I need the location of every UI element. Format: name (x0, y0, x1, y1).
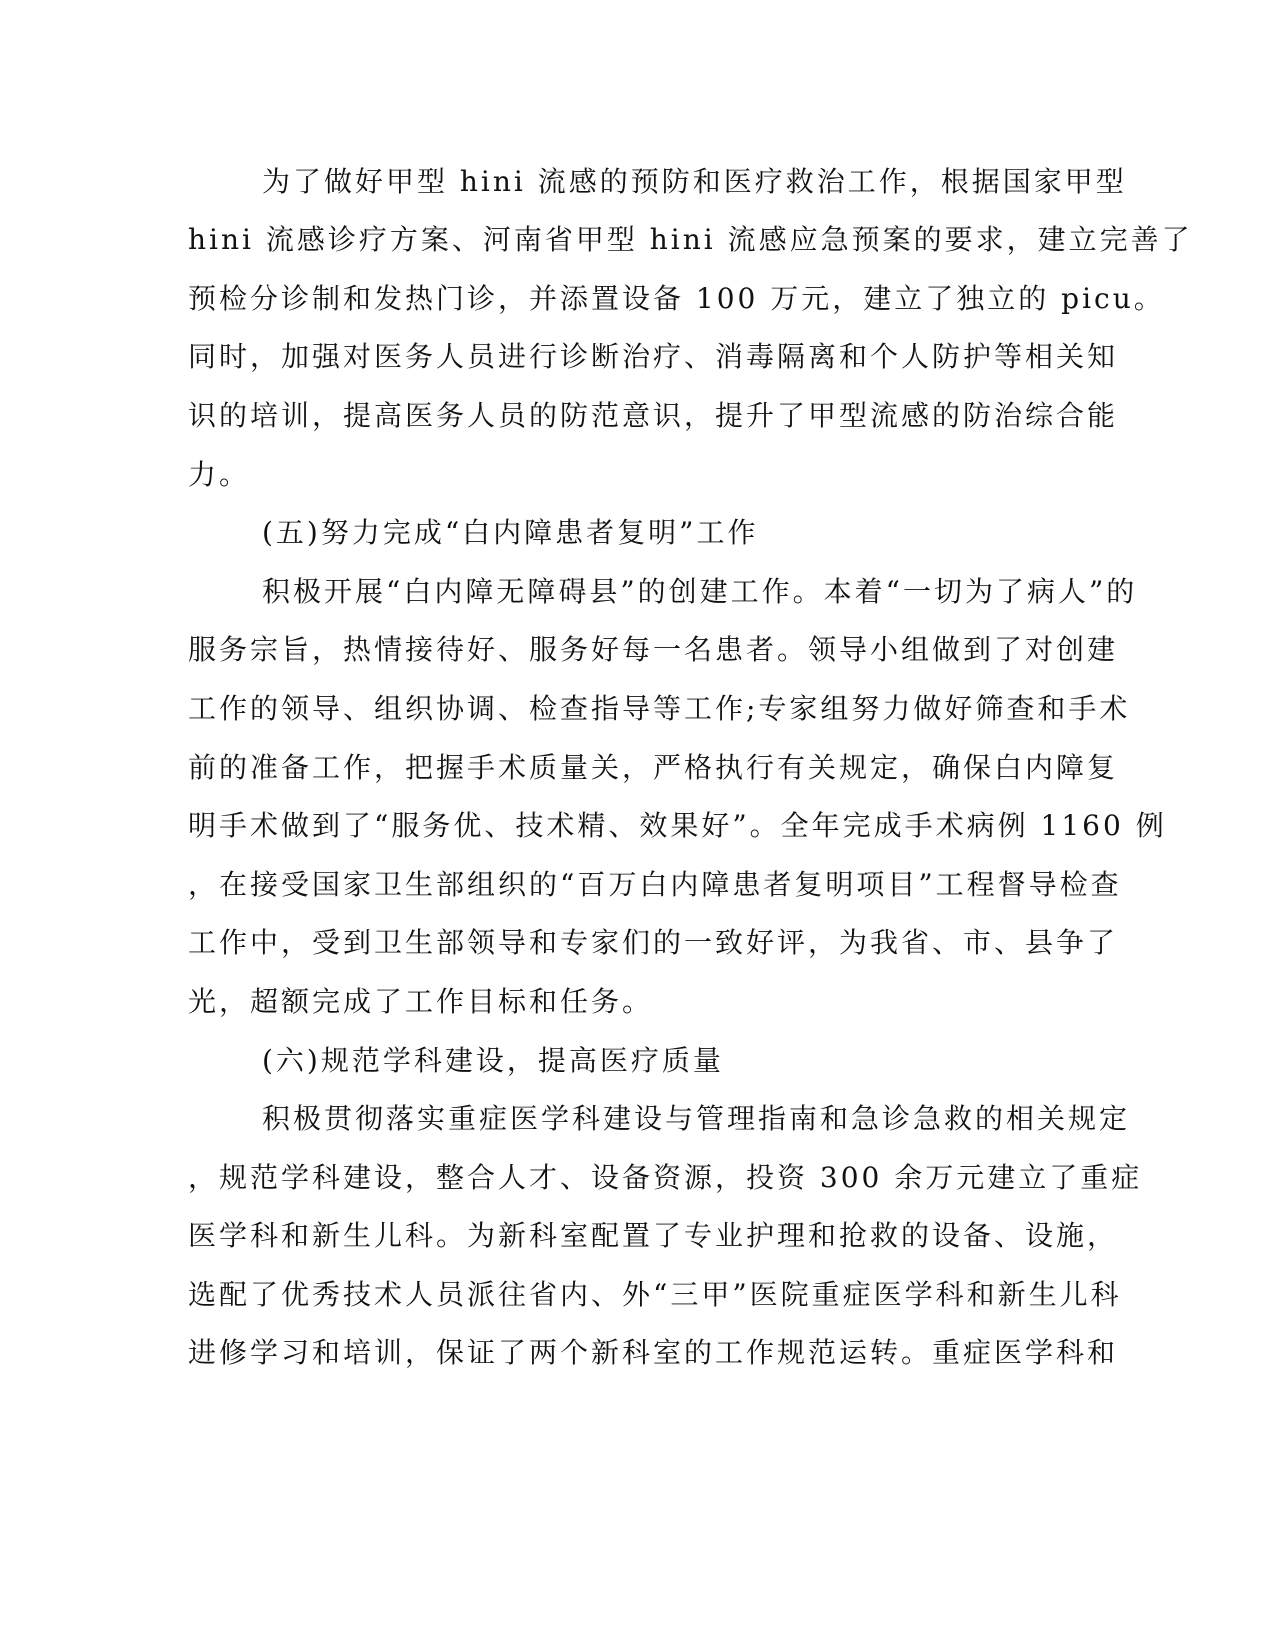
paragraph-line: 工作中，受到卫生部领导和专家们的一致好评，为我省、市、县争了 (188, 926, 1119, 959)
paragraph-line: 选配了优秀技术人员派往省内、外“三甲”医院重症医学科和新生儿科 (188, 1278, 1122, 1311)
section-heading: (六)规范学科建设，提高医疗质量 (262, 1044, 724, 1077)
paragraph-line: 进修学习和培训，保证了两个新科室的工作规范运转。重症医学科和 (188, 1336, 1119, 1369)
paragraph-line: 为了做好甲型 hini 流感的预防和医疗救治工作，根据国家甲型 (262, 165, 1127, 198)
paragraph-line: 预检分诊制和发热门诊，并添置设备 100 万元，建立了独立的 picu。 (188, 282, 1165, 315)
paragraph-line: 光，超额完成了工作目标和任务。 (188, 985, 654, 1018)
paragraph-line: hini 流感诊疗方案、河南省甲型 hini 流感应急预案的要求，建立完善了 (188, 223, 1193, 256)
section-heading: (五)努力完成“白内障患者复明”工作 (262, 516, 759, 549)
paragraph-line: 识的培训，提高医务人员的防范意识，提升了甲型流感的防治综合能 (188, 399, 1119, 432)
paragraph-line: 工作的领导、组织协调、检查指导等工作;专家组努力做好筛查和手术 (188, 692, 1131, 725)
paragraph-line: 前的准备工作，把握手术质量关，严格执行有关规定，确保白内障复 (188, 751, 1119, 784)
paragraph-line: ，在接受国家卫生部组织的“百万白内障患者复明项目”工程督导检查 (188, 868, 1122, 901)
paragraph-line: 服务宗旨，热情接待好、服务好每一名患者。领导小组做到了对创建 (188, 633, 1119, 666)
paragraph-line: 医学科和新生儿科。为新科室配置了专业护理和抢救的设备、设施， (188, 1219, 1119, 1252)
paragraph-line: 积极贯彻落实重症医学科建设与管理指南和急诊急救的相关规定 (262, 1102, 1131, 1135)
paragraph-line: 明手术做到了“服务优、技术精、效果好”。全年完成手术病例 1160 例 (188, 809, 1167, 842)
paragraph-line: 力。 (188, 458, 251, 491)
paragraph-line: ，规范学科建设，整合人才、设备资源，投资 300 余万元建立了重症 (188, 1161, 1143, 1194)
paragraph-line: 同时，加强对医务人员进行诊断治疗、消毒隔离和个人防护等相关知 (188, 340, 1119, 373)
paragraph-line: 积极开展“白内障无障碍县”的创建工作。本着“一切为了病人”的 (262, 575, 1138, 608)
